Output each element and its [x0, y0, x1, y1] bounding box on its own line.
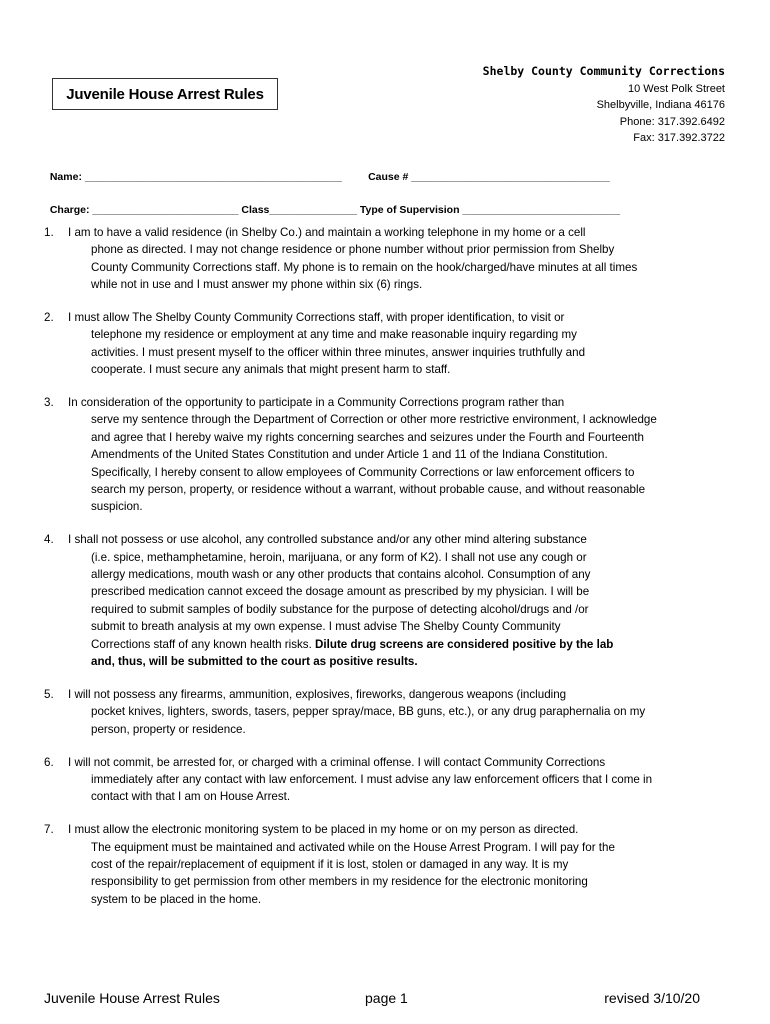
rule-text-line: cooperate. I must secure any animals that might present harm to staff. [91, 363, 451, 377]
name-cause-row [44, 159, 610, 183]
rule-text-line: while not in use and I must answer my phone within six (6) rings. [91, 278, 423, 292]
footer-revision-date: revised 3/10/20 [604, 990, 700, 1006]
rule-text-segment: Corrections staff of any known health risks. [91, 637, 316, 651]
rule-text-line: required to submit samples of bodily substance for the purpose of detecting alcohol/drugs and /or [91, 602, 589, 616]
dilute-screen-warning: Dilute drug screens are considered positive by the lab [315, 637, 614, 651]
rule-number: 4. [44, 533, 54, 547]
rule-text-line: I shall not possess or use alcohol, any controlled substance and/or any other mind altering substance [68, 533, 587, 547]
agency-name: Shelby County Community Corrections [482, 64, 725, 78]
rule-text-line: I will not possess any firearms, ammunition, explosives, fireworks, dangerous weapons (including [68, 687, 567, 701]
charge-row [44, 192, 620, 216]
rule-text-line: The equipment must be maintained and activated while on the House Arrest Program. I will pay for the [91, 840, 615, 854]
footer-title: Juvenile House Arrest Rules [44, 990, 220, 1006]
rule-text-line: person, property or residence. [91, 722, 246, 736]
rule-item [44, 754, 724, 806]
rule-text-line: (i.e. spice, methamphetamine, heroin, marijuana, or any form of K2). I shall not use any cough or [91, 550, 587, 564]
rule-text-line: phone as directed. I may not change residence or phone number without prior permission from Shelby [91, 243, 615, 257]
rule-text-line: system to be placed in the home. [91, 892, 262, 906]
rule-number: 1. [44, 226, 54, 239]
footer-page-number: page 1 [365, 990, 408, 1006]
rule-item [44, 224, 724, 294]
rule-text-line: County Community Corrections staff. My phone is to remain on the hook/charged/have minutes at all times [91, 260, 638, 274]
rule-text-line: Specifically, I hereby consent to allow employees of Community Corrections or law enforcement officers to [91, 465, 635, 479]
rule-text-line: prescribed medication cannot exceed the dosage amount as prescribed by my physician. I will be [91, 585, 590, 599]
rule-text-line: serve my sentence through the Department of Correction or other more restrictive environment, I acknowledge [91, 413, 657, 427]
rule-text-line: and agree that I hereby waive my rights concerning searches and seizures under the Fourth and Fourteenth [91, 430, 644, 444]
rule-text-line: pocket knives, lighters, swords, tasers, pepper spray/mace, BB guns, etc.), or any drug paraphernalia on my [91, 705, 646, 719]
rule-text-line: Amendments of the United States Constitution and under Article 1 and 11 of the Indiana Constitution. [91, 448, 608, 462]
rule-item [44, 686, 724, 738]
rule-item [44, 821, 724, 908]
rule-text-line: cost of the repair/replacement of equipment if it is lost, stolen or damaged in any way. It is my [91, 857, 569, 871]
agency-fax: Fax: 317.392.3722 [633, 132, 725, 144]
rule-text-line: immediately after any contact with law enforcement. I must advise any law enforcement officers that I come in [91, 772, 653, 786]
rule-number: 2. [44, 311, 54, 325]
class-field[interactable]: Class_______________ [241, 204, 357, 216]
agency-address-street: 10 West Polk Street [627, 82, 725, 95]
rule-number: 7. [44, 823, 54, 837]
rule-text-line: submit to breath analysis at my own expense. I must advise The Shelby County Community [91, 620, 561, 634]
dilute-screen-warning-cont: and, thus, will be submitted to the court as positive results. [91, 655, 418, 669]
rule-text-line: allergy medications, mouth wash or any other products that contains alcohol. Consumption of any [91, 568, 591, 582]
rule-text-line [68, 636, 724, 653]
cause-field[interactable]: Cause # __________________________________ [368, 171, 610, 183]
rule-text-line: I am to have a valid residence (in Shelby Co.) and maintain a working telephone in my home or a cell [68, 226, 586, 239]
rule-text-line: I will not commit, be arrested for, or charged with a criminal offense. I will contact Community Corrections [68, 755, 606, 769]
document-title: Juvenile House Arrest Rules [52, 78, 278, 110]
rule-text-line: I must allow The Shelby County Community Corrections staff, with proper identification, to visit or [68, 311, 565, 325]
rule-number: 5. [44, 687, 54, 701]
rule-text-line: search my person, property, or residence without a warrant, without probable cause, and without reasonable [91, 483, 646, 497]
agency-phone: Phone: 317.392.6492 [619, 115, 725, 128]
rule-item [44, 309, 724, 379]
rule-text-line: suspicion. [91, 500, 143, 514]
rule-number: 6. [44, 755, 54, 769]
name-field[interactable]: Name: ____________________________________________ [49, 171, 342, 183]
rule-text-line: telephone my residence or employment at any time and make reasonable inquiry regarding my [91, 328, 577, 342]
rule-item [44, 394, 724, 516]
rule-text-line: contact with that I am on House Arrest. [91, 790, 291, 804]
rules-list [44, 224, 724, 924]
rule-text-line: In consideration of the opportunity to participate in a Community Corrections program rather than [68, 396, 565, 410]
rule-text-line: activities. I must present myself to the officer within three minutes, answer inquiries truthfully and [91, 345, 586, 359]
rule-text-line: I must allow the electronic monitoring system to be placed in my home or on my person as directed. [68, 823, 579, 837]
rule-item [44, 531, 724, 670]
supervision-type-field[interactable]: Type of Supervision ___________________________ [359, 204, 621, 216]
charge-field[interactable]: Charge: _________________________ [49, 204, 239, 216]
agency-address-city: Shelbyville, Indiana 46176 [596, 99, 725, 111]
rule-text-line: responsibility to get permission from other members in my residence for the electronic monitoring [91, 875, 588, 889]
agency-block [483, 63, 725, 147]
rule-number: 3. [44, 396, 54, 410]
